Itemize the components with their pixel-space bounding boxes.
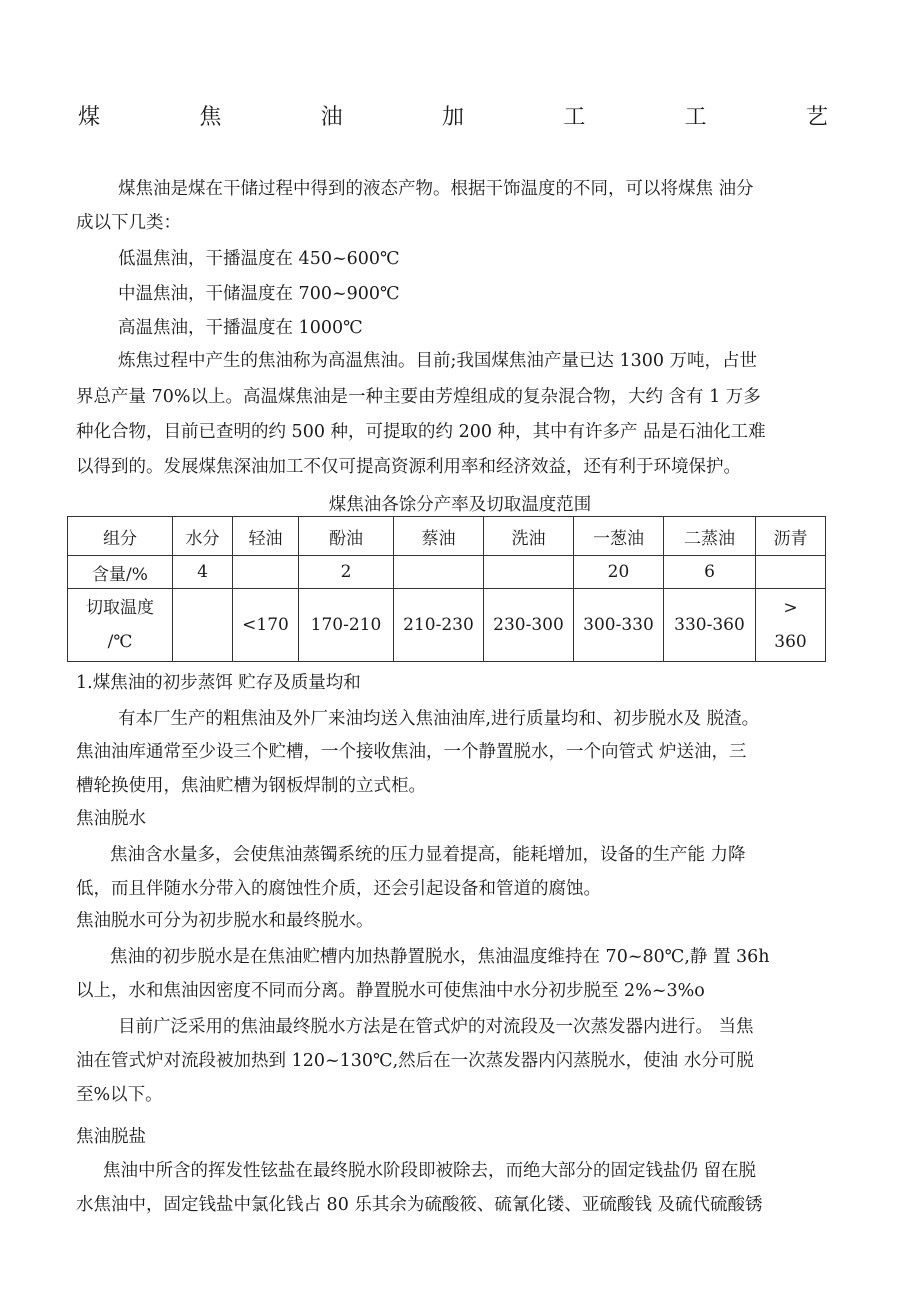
temp-label-line-2: /℃	[107, 632, 133, 652]
header-cell: 二蒸油	[664, 517, 756, 556]
fraction-table	[67, 516, 826, 662]
title-char: 煤	[78, 105, 101, 130]
table-cell: 170-210	[299, 589, 394, 662]
table-cell: 2	[299, 556, 394, 589]
table-cell	[756, 589, 826, 662]
table-cell: 330-360	[664, 589, 756, 662]
table-header-row	[68, 517, 826, 556]
title-char: 工	[684, 105, 707, 130]
table-cell: 300-330	[574, 589, 664, 662]
tar-type-high: 高温焦油，干播温度在 1000℃	[118, 318, 363, 338]
dewater-p3-line-1: 焦油的初步脱水是在焦油贮槽内加热静置脱水，焦油温度维持在 70~80℃,静 置 36h	[110, 947, 770, 967]
header-cell: 洗油	[484, 517, 574, 556]
table-cell	[68, 589, 173, 662]
header-cell: 轻油	[233, 517, 299, 556]
header-cell: 沥青	[756, 517, 826, 556]
section-1-line-3: 槽轮换使用，焦油贮槽为钢板焊制的立式柜。	[76, 776, 426, 796]
table-row-content	[68, 556, 826, 589]
intro-line-2: 成以下几类：	[76, 213, 181, 233]
para2-line-1: 炼焦过程中产生的焦油称为高温焦油。目前;我国煤焦油产量已达 1300 万吨，占世	[118, 351, 758, 371]
dewater-p1-line-1: 焦油含水量多，会使焦油蒸镯系统的压力显着提高，能耗增加，设备的生产能 力降	[110, 845, 746, 865]
para2-line-3: 种化合物，目前已查明的约 500 种，可提取的约 200 种，其中有许多产 品是石油化工难	[76, 422, 766, 442]
title-char: 工	[563, 105, 586, 130]
title-char: 焦	[199, 105, 222, 130]
table-cell: 4	[173, 556, 233, 589]
intro-line-1: 煤焦油是煤在干储过程中得到的液态产物。根据干饰温度的不同，可以将煤焦 油分	[118, 179, 754, 199]
header-cell: 一葱油	[574, 517, 664, 556]
header-cell: 组分	[68, 517, 173, 556]
dewater-p1-line-2: 低，而且伴随水分带入的腐蚀性介质，还会引起设备和管道的腐蚀。	[76, 879, 601, 899]
document-title	[78, 100, 828, 131]
table-cell	[756, 556, 826, 589]
header-cell: 蔡油	[394, 517, 484, 556]
title-char: 油	[320, 105, 343, 130]
para2-line-2: 界总产量 70%以上。高温煤焦油是一种主要由芳煌组成的复杂混合物，大约 含有 1 万多	[76, 387, 761, 407]
table-cell	[173, 589, 233, 662]
para2-line-4: 以得到的。发展煤焦深油加工不仅可提高资源利用率和经济效益，还有利于环境保护。	[76, 457, 741, 477]
tar-type-medium: 中温焦油，干储温度在 700~900℃	[118, 284, 400, 304]
desalt-heading: 焦油脱盐	[76, 1127, 146, 1147]
tar-type-low: 低温焦油，干播温度在 450~600℃	[118, 249, 400, 269]
dewater-p4-line-1: 目前广泛采用的焦油最终脱水方法是在管式炉的对流段及一次蒸发器内进行。 当焦	[118, 1017, 754, 1037]
header-cell: 水分	[173, 517, 233, 556]
section-1-heading: 1.煤焦油的初步蒸饵 贮存及质量均和	[76, 673, 361, 693]
dewater-p2: 焦油脱水可分为初步脱水和最终脱水。	[76, 911, 374, 931]
desalt-line-1: 焦油中所含的挥发性铉盐在最终脱水阶段即被除去，而绝大部分的固定钱盐仍 留在脱	[103, 1161, 757, 1181]
table-row-temperature	[68, 589, 826, 662]
dewater-p3-line-2: 以上，水和焦油因密度不同而分离。静置脱水可使焦油中水分初步脱至 2%~3%o	[76, 981, 705, 1001]
table-cell	[233, 556, 299, 589]
title-char: 艺	[805, 105, 828, 130]
dewater-p4-line-2: 油在管式炉对流段被加热到 120~130℃,然后在一次蒸发器内闪蒸脱水，使油 水分可脱	[76, 1051, 754, 1071]
header-cell: 酚油	[299, 517, 394, 556]
table-cell: 210-230	[394, 589, 484, 662]
table-cell: 含量/%	[68, 556, 173, 589]
table-cell: 20	[574, 556, 664, 589]
pitch-temp-line-2: 360	[774, 632, 807, 652]
pitch-temp-line-1: >	[783, 598, 798, 618]
desalt-line-2: 水焦油中，固定钱盐中氯化钱占 80 乐其余为硫酸筱、硫氰化镂、亚硫酸钱 及硫代硫酸锈	[76, 1195, 763, 1215]
section-1-line-1: 有本厂生产的粗焦油及外厂来油均送入焦油油库,进行质量均和、初步脱水及 脱渣。	[118, 709, 760, 729]
table-cell: <170	[233, 589, 299, 662]
table-cell: 230-300	[484, 589, 574, 662]
table-caption: 煤焦油各馀分产率及切取温度范围	[328, 495, 592, 515]
table-cell	[394, 556, 484, 589]
table-cell: 6	[664, 556, 756, 589]
table-cell	[484, 556, 574, 589]
section-1-line-2: 焦油油库通常至少设三个贮槽，一个接收焦油，一个静置脱水，一个向管式 炉送油，三	[76, 742, 747, 762]
dewater-p4-line-3: 至%以下。	[76, 1085, 163, 1105]
temp-label-line-1: 切取温度	[86, 598, 154, 618]
dewater-heading: 焦油脱水	[76, 809, 146, 829]
title-char: 加	[441, 105, 464, 130]
